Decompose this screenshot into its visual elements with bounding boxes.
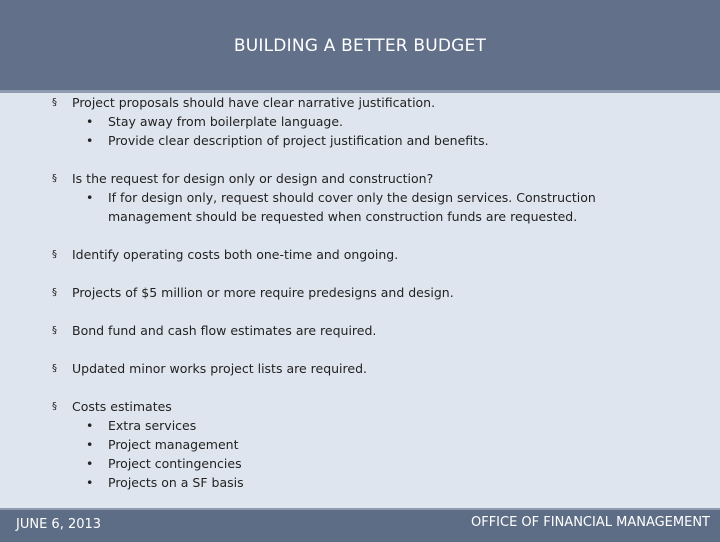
dot-bullet-icon: • — [86, 133, 94, 148]
sub-bullet-text: Projects on a SF basis — [108, 475, 244, 490]
footer-office: OFFICE OF FINANCIAL MANAGEMENT — [470, 515, 710, 530]
square-bullet-icon: § — [52, 249, 57, 260]
bullet-item — [52, 245, 692, 264]
bullet-list — [52, 93, 692, 492]
square-bullet-icon: § — [52, 325, 57, 336]
dot-bullet-icon: • — [86, 114, 94, 129]
square-bullet-icon: § — [52, 363, 57, 374]
bullet-text: Project proposals should have clear narrative justification. — [72, 95, 436, 110]
sub-bullet-item — [52, 454, 692, 473]
sub-bullet-item — [52, 188, 608, 226]
bullet-text: Identify operating costs both one-time and ongoing. — [72, 247, 399, 262]
sub-bullet-text: If for design only, request should cover only the design services. Construction management should be requested when construction funds are requested. — [108, 190, 596, 224]
sub-bullet-text: Project contingencies — [108, 456, 242, 471]
bullet-item — [52, 93, 692, 112]
dot-bullet-icon: • — [86, 475, 94, 490]
bullet-item — [52, 169, 692, 188]
square-bullet-icon: § — [52, 97, 57, 108]
bullet-item — [52, 359, 692, 378]
bullet-item — [52, 321, 692, 340]
dot-bullet-icon: • — [86, 190, 94, 205]
sub-bullet-item — [52, 131, 692, 150]
bullet-item — [52, 283, 692, 302]
dot-bullet-icon: • — [86, 437, 94, 452]
sub-bullet-item — [52, 473, 692, 492]
sub-bullet-item — [52, 416, 692, 435]
footer-bar — [0, 508, 720, 542]
header-bar — [0, 0, 720, 93]
dot-bullet-icon: • — [86, 418, 94, 433]
square-bullet-icon: § — [52, 401, 57, 412]
sub-bullet-text: Provide clear description of project justification and benefits. — [108, 133, 489, 148]
bullet-item — [52, 397, 692, 416]
sub-bullet-text: Extra services — [108, 418, 197, 433]
square-bullet-icon: § — [52, 287, 57, 298]
sub-bullet-item — [52, 112, 692, 131]
sub-bullet-item — [52, 435, 692, 454]
footer-date: JUNE 6, 2013 — [16, 517, 102, 532]
bullet-text: Is the request for design only or design and construction? — [72, 171, 434, 186]
square-bullet-icon: § — [52, 173, 57, 184]
bullet-text: Costs estimates — [72, 399, 172, 414]
sub-bullet-text: Project management — [108, 437, 239, 452]
slide-title: BUILDING A BETTER BUDGET — [233, 36, 487, 56]
sub-bullet-text: Stay away from boilerplate language. — [108, 114, 344, 129]
bullet-text: Projects of $5 million or more require predesigns and design. — [72, 285, 454, 300]
dot-bullet-icon: • — [86, 456, 94, 471]
bullet-text: Bond fund and cash flow estimates are required. — [72, 323, 377, 338]
bullet-text: Updated minor works project lists are required. — [72, 361, 367, 376]
